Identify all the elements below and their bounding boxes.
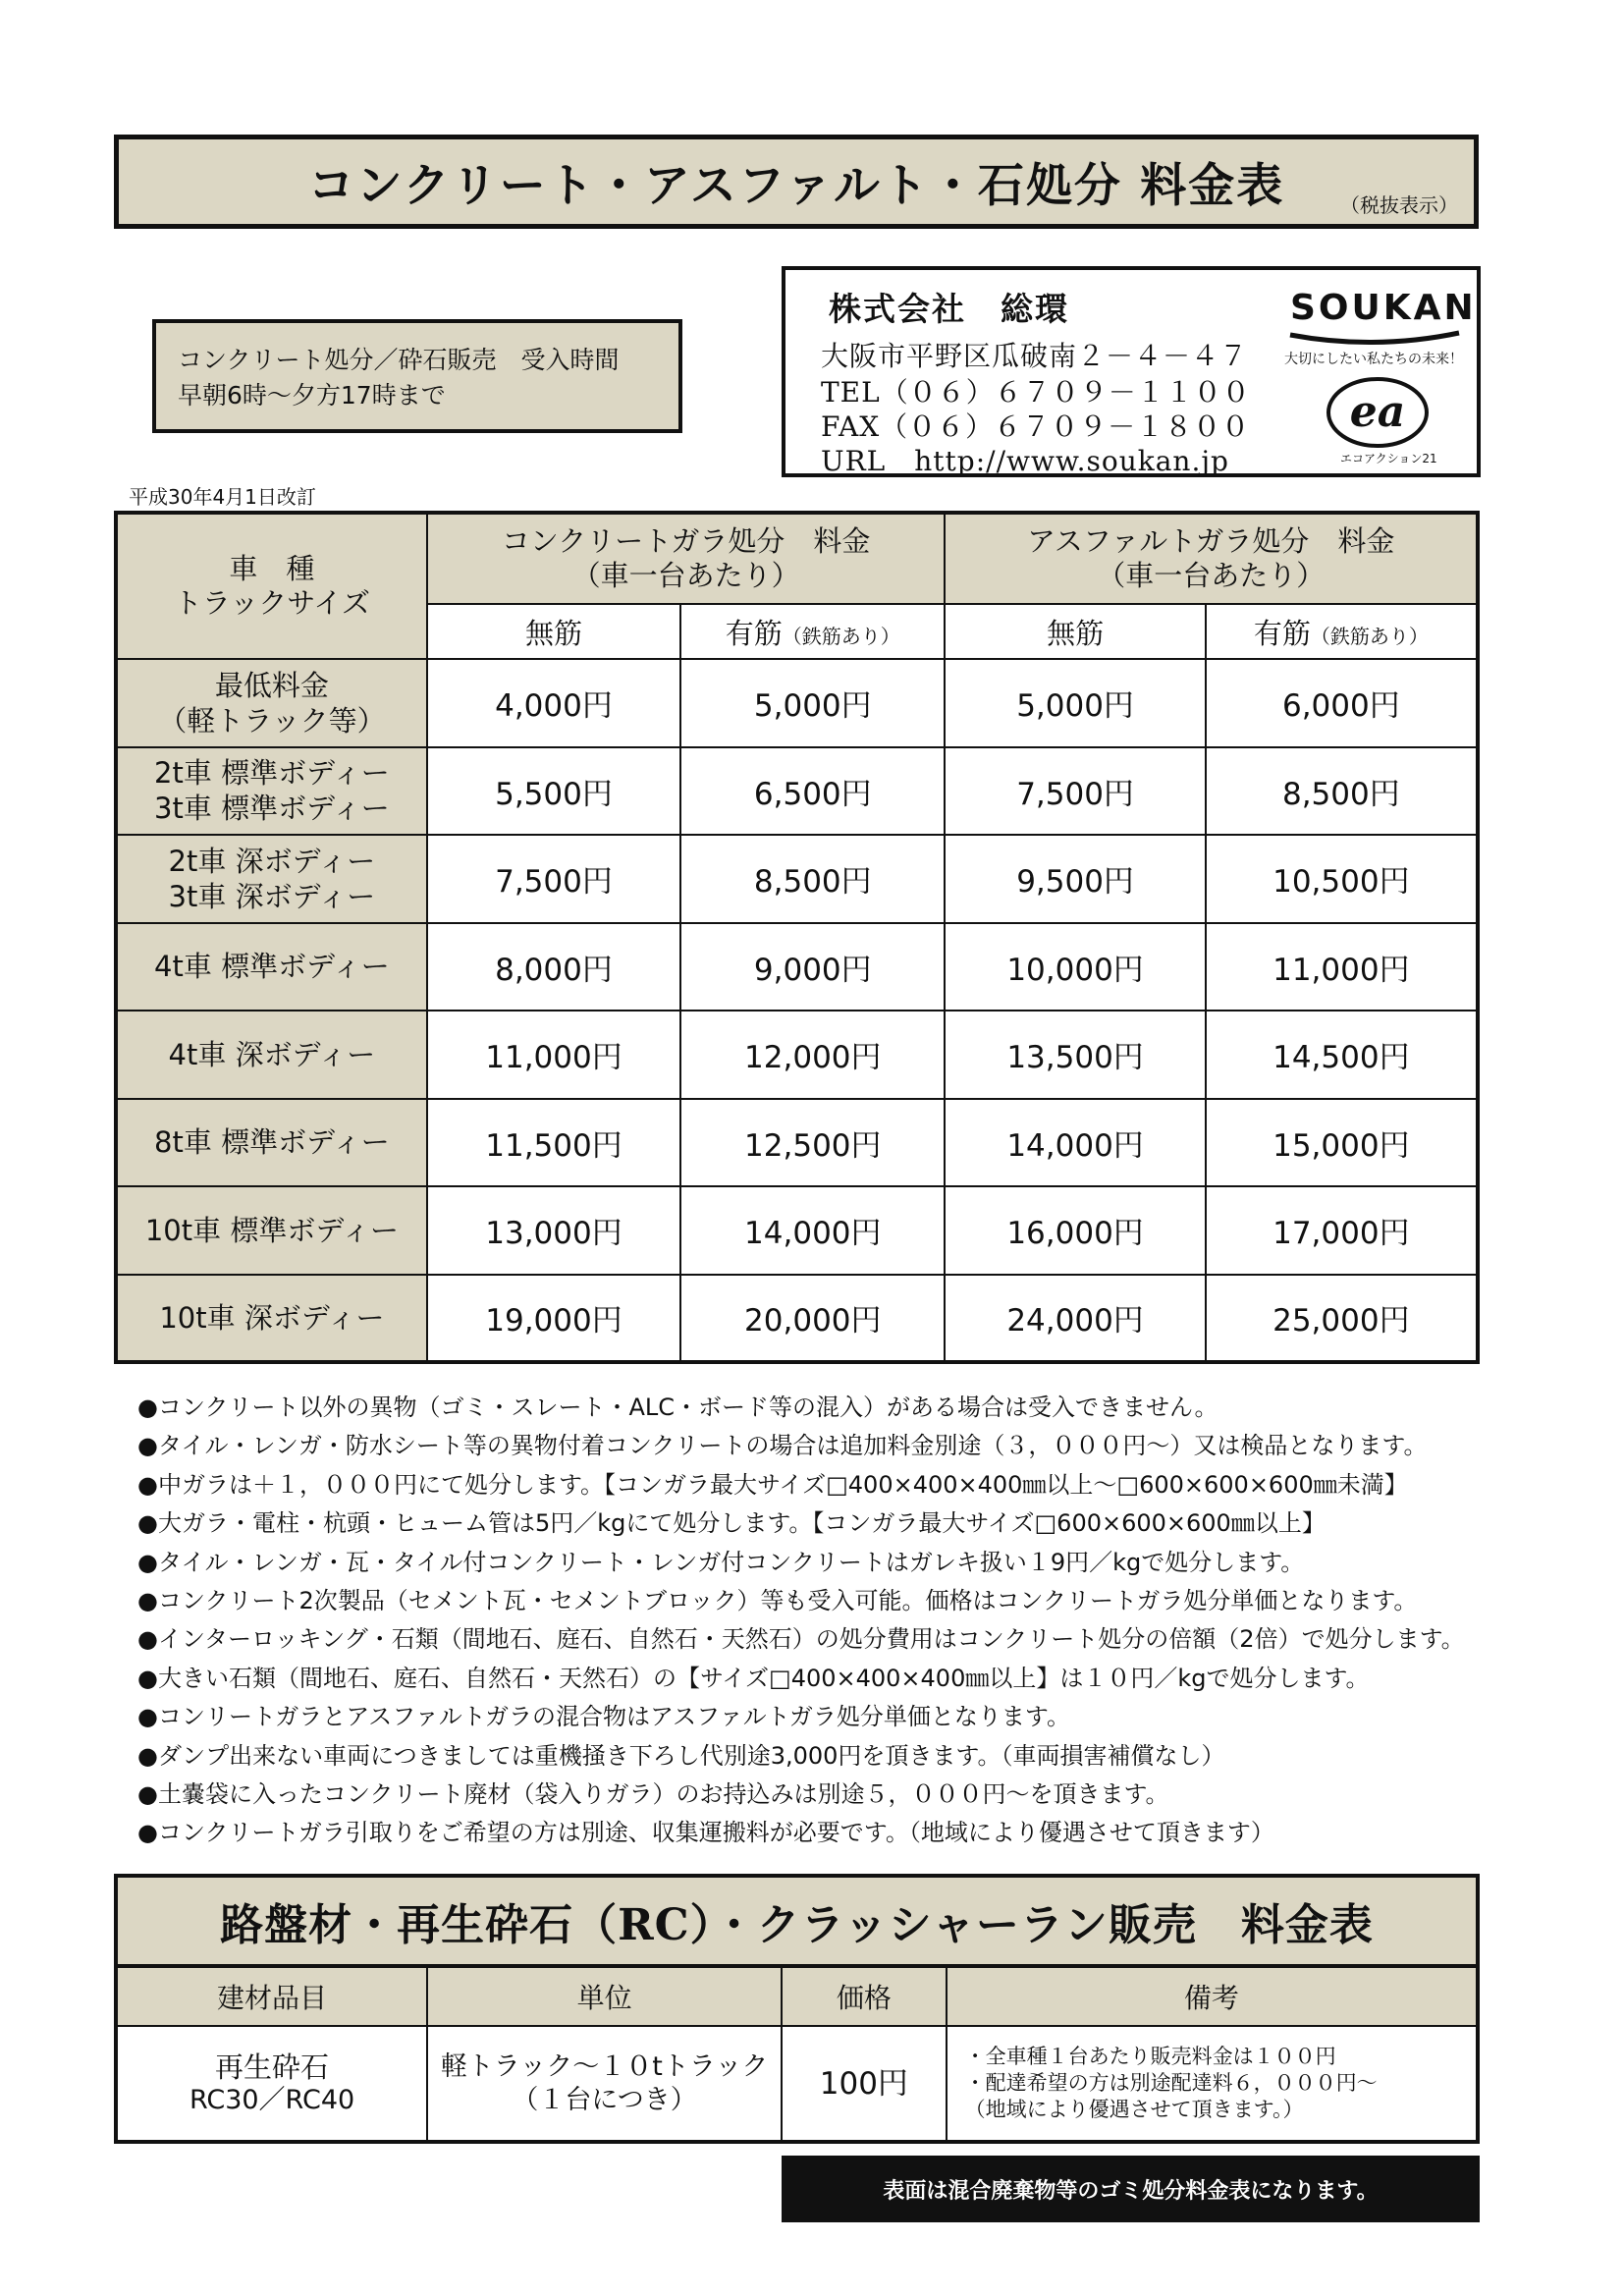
asphalt-reinforced-price: 11,000円 — [1206, 923, 1478, 1011]
concrete-plain-price: 11,000円 — [427, 1011, 680, 1099]
note-item: ●ダンプ出来ない車両につきましては重機掻き下ろし代別途3,000円を頂きます。（車両損害補償なし） — [137, 1741, 1225, 1770]
rc-header-price: 価格 — [782, 1966, 947, 2026]
concrete-plain-price: 8,000円 — [427, 923, 680, 1011]
asphalt-reinforced-price: 10,500円 — [1206, 835, 1478, 923]
vehicle-label: 10t車 標準ボディー — [116, 1186, 427, 1275]
rc-item: 再生砕石 RC30／RC40 — [116, 2026, 427, 2142]
concrete-reinforced-price: 9,000円 — [680, 923, 945, 1011]
rc-price: 100円 — [782, 2026, 947, 2142]
company-tel: TEL（０６）６７０９－１１００ — [821, 376, 1251, 409]
vehicle-label: 10t車 深ボディー — [116, 1275, 427, 1363]
note-item: ●土嚢袋に入ったコンクリート廃材（袋入りガラ）のお持込みは別途５，０００円～を頂きます。 — [137, 1780, 1169, 1809]
concrete-plain-price: 4,000円 — [427, 659, 680, 747]
company-tagline: 大切にしたい私たちの未来！ — [1284, 352, 1463, 367]
company-name: 株式会社 総環 — [829, 290, 1069, 328]
note-item: ●コンクリート以外の異物（ゴミ・スレート・ALC・ボード等の混入）がある場合は受入できません。 — [137, 1394, 1218, 1421]
concrete-reinforced-price: 12,000円 — [680, 1011, 945, 1099]
price-row — [116, 1011, 1478, 1099]
asphalt-plain-price: 10,000円 — [945, 923, 1205, 1011]
note-item: ●コンクリートガラ引取りをご希望の方は別途、収集運搬料が必要です。（地域により優遇させて頂きます） — [137, 1819, 1274, 1847]
vehicle-label: 最低料金 （軽トラック等） — [116, 659, 427, 747]
note-item: ●大きい石類（間地石、庭石、自然石・天然石）の【サイズ□400×400×400㎜以上】は１０円／kgで処分します。 — [137, 1664, 1370, 1692]
vehicle-label: 8t車 標準ボディー — [116, 1099, 427, 1187]
concrete-plain-price: 13,000円 — [427, 1186, 680, 1275]
concrete-plain-header: 無筋 — [427, 604, 680, 659]
price-row — [116, 835, 1478, 923]
note-item: ●中ガラは＋１，０００円にて処分します。【コンガラ最大サイズ□400×400×400㎜以上～□600×600×600㎜未満】 — [137, 1470, 1408, 1499]
note-item: ●コンリートガラとアスファルトガラの混合物はアスファルトガラ処分単価となります。 — [137, 1703, 1070, 1731]
rc-header-item: 建材品目 — [116, 1966, 427, 2026]
company-fax: FAX（０６）６７０９－１８００ — [821, 410, 1251, 443]
reception-hours-title: コンクリート処分／砕石販売 受入時間 — [178, 346, 620, 374]
asphalt-reinforced-price: 17,000円 — [1206, 1186, 1478, 1275]
vehicle-label: 4t車 標準ボディー — [116, 923, 427, 1011]
note-item: ●大ガラ・電柱・杭頭・ヒューム管は5円／kgにて処分します。【コンガラ最大サイズ□600×600×600㎜以上】 — [137, 1509, 1326, 1538]
concrete-plain-price: 19,000円 — [427, 1275, 680, 1363]
reception-hours-box — [152, 319, 682, 433]
asphalt-reinforced-price: 15,000円 — [1206, 1099, 1478, 1187]
asphalt-reinforced-price: 8,500円 — [1206, 747, 1478, 836]
company-info-box — [782, 266, 1481, 477]
revision-date: 平成30年4月1日改訂 — [129, 485, 316, 509]
rc-unit: 軽トラック～１０tトラック （１台につき） — [427, 2026, 782, 2142]
asphalt-plain-header: 無筋 — [945, 604, 1205, 659]
price-row — [116, 923, 1478, 1011]
asphalt-plain-price: 16,000円 — [945, 1186, 1205, 1275]
asphalt-reinforced-price: 14,500円 — [1206, 1011, 1478, 1099]
concrete-plain-price: 11,500円 — [427, 1099, 680, 1187]
rc-section-title: 路盤材・再生砕石（RC）・クラッシャーラン販売 料金表 — [220, 1900, 1374, 1950]
note-item: ●タイル・レンガ・瓦・タイル付コンクリート・レンガ付コンクリートはガレキ扱い１9円／kgで処分します。 — [137, 1548, 1305, 1576]
rc-header-unit: 単位 — [427, 1966, 782, 2026]
vehicle-header: 車 種 トラックサイズ — [116, 513, 427, 659]
rc-price-table — [114, 1964, 1480, 2144]
asphalt-plain-price: 24,000円 — [945, 1275, 1205, 1363]
vehicle-label: 2t車 深ボディー 3t車 深ボディー — [116, 835, 427, 923]
concrete-reinforced-price: 6,500円 — [680, 747, 945, 836]
disposal-price-table — [114, 511, 1480, 1364]
concrete-reinforced-header: 有筋（鉄筋あり） — [680, 604, 945, 659]
price-row — [116, 1186, 1478, 1275]
price-row — [116, 1099, 1478, 1187]
concrete-reinforced-price: 12,500円 — [680, 1099, 945, 1187]
rc-section-title-box — [114, 1874, 1480, 1964]
company-url[interactable]: URL http://www.soukan.jp — [821, 445, 1229, 477]
note-item: ●インターロッキング・石類（間地石、庭石、自然石・天然石）の処分費用はコンクリート処分の倍額（2倍）で処分します。 — [137, 1625, 1465, 1654]
asphalt-plain-price: 14,000円 — [945, 1099, 1205, 1187]
concrete-reinforced-price: 20,000円 — [680, 1275, 945, 1363]
company-address: 大阪市平野区瓜破南２－４－４７ — [821, 340, 1249, 372]
concrete-reinforced-price: 14,000円 — [680, 1186, 945, 1275]
rc-header-remarks: 備考 — [947, 1966, 1478, 2026]
asphalt-header: アスファルトガラ処分 料金 （車一台あたり） — [945, 513, 1478, 604]
page-title-box — [114, 135, 1479, 229]
rc-remarks: ・全車種１台あたり販売料金は１００円 ・配達希望の方は別途配達料６，０００円～ （地域により優遇させて頂きます。） — [947, 2026, 1478, 2142]
eco-logo-text: ea — [1349, 387, 1406, 437]
reception-hours-time: 早朝6時～夕方17時まで — [178, 381, 446, 410]
note-item: ●タイル・レンガ・防水シート等の異物付着コンクリートの場合は追加料金別途（３，０００円～）又は検品となります。 — [137, 1432, 1428, 1460]
concrete-reinforced-price: 8,500円 — [680, 835, 945, 923]
price-row — [116, 1275, 1478, 1363]
price-row — [116, 659, 1478, 747]
asphalt-plain-price: 5,000円 — [945, 659, 1205, 747]
asphalt-plain-price: 7,500円 — [945, 747, 1205, 836]
asphalt-reinforced-price: 6,000円 — [1206, 659, 1478, 747]
concrete-header: コンクリートガラ処分 料金 （車一台あたり） — [427, 513, 946, 604]
asphalt-plain-price: 13,500円 — [945, 1011, 1205, 1099]
asphalt-plain-price: 9,500円 — [945, 835, 1205, 923]
vehicle-label: 2t車 標準ボディー 3t車 標準ボディー — [116, 747, 427, 836]
page-title: コンクリート・アスファルト・石処分 料金表 — [307, 158, 1285, 213]
concrete-plain-price: 7,500円 — [427, 835, 680, 923]
tax-note: （税抜表示） — [1340, 193, 1458, 217]
footer-notice: 表面は混合廃棄物等のゴミ処分料金表になります。 — [782, 2156, 1480, 2222]
vehicle-label: 4t車 深ボディー — [116, 1011, 427, 1099]
eco-action-logo-icon — [1324, 373, 1432, 452]
soukan-logo-swoosh-icon — [1286, 329, 1463, 349]
asphalt-reinforced-price: 25,000円 — [1206, 1275, 1478, 1363]
note-item: ●コンクリート2次製品（セメント瓦・セメントブロック）等も受入可能。価格はコンクリートガラ処分単価となります。 — [137, 1587, 1418, 1615]
notes-list — [137, 1389, 1465, 1853]
asphalt-reinforced-header: 有筋（鉄筋あり） — [1206, 604, 1478, 659]
soukan-logo: SOUKAN — [1290, 288, 1477, 328]
concrete-reinforced-price: 5,000円 — [680, 659, 945, 747]
concrete-plain-price: 5,500円 — [427, 747, 680, 836]
eco-action-caption: エコアクション21 — [1340, 452, 1437, 465]
price-row — [116, 747, 1478, 836]
